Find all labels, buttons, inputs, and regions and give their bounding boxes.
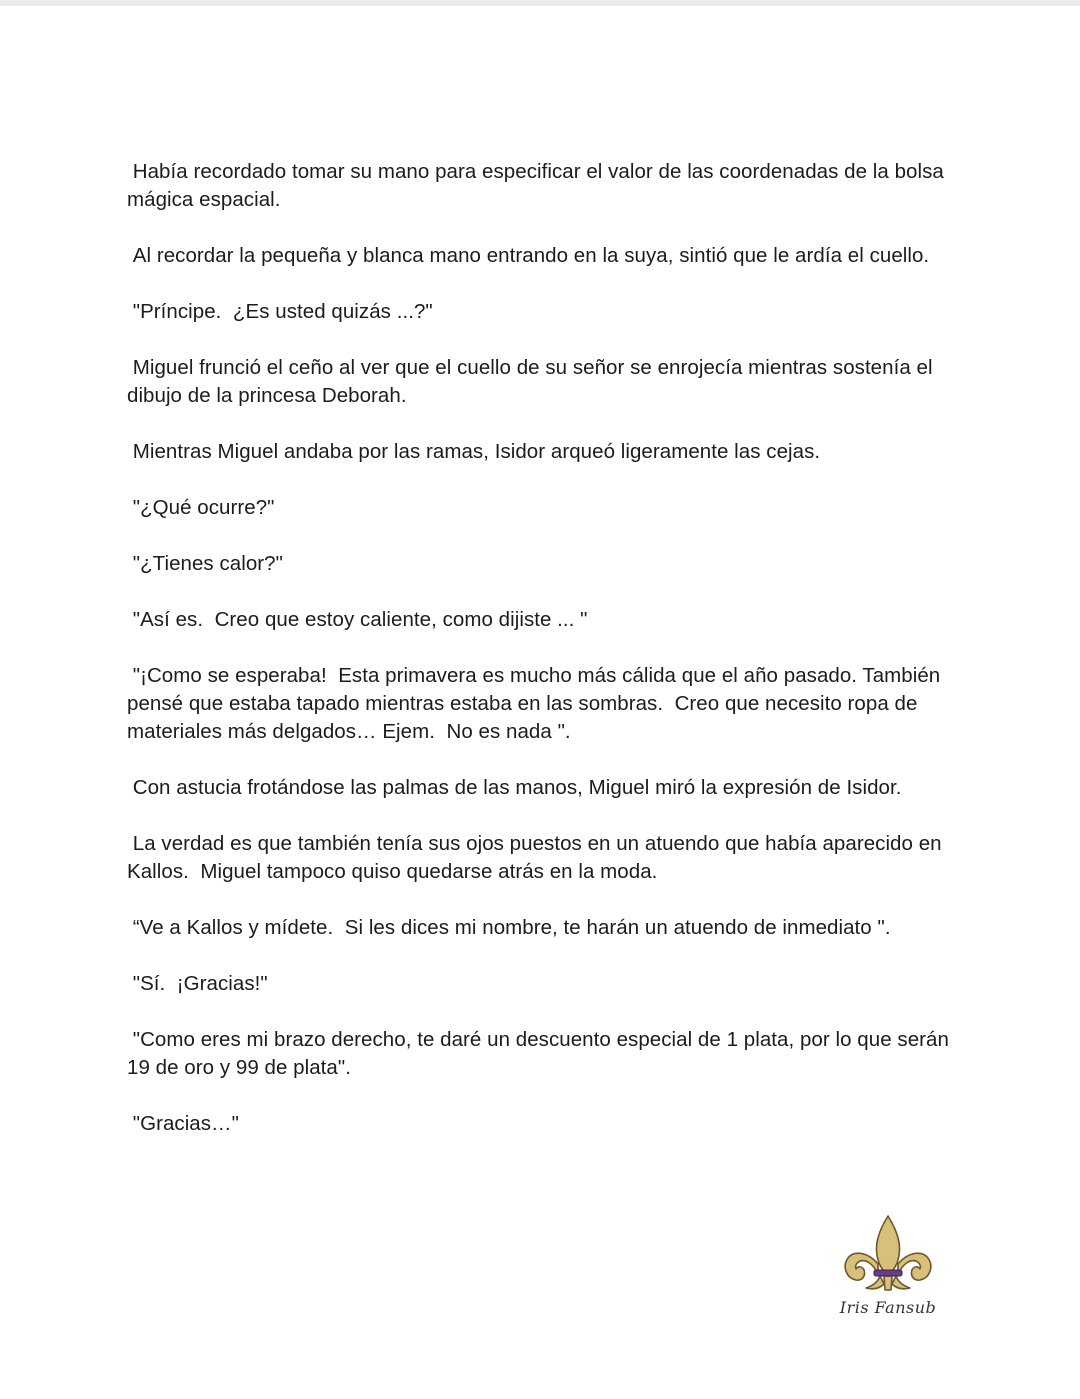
paragraph: "Como eres mi brazo derecho, te daré un descuento especial de 1 plata, por lo que serán 19 de oro y 99 de plata". — [127, 1028, 955, 1079]
paragraph: "Gracias…" — [127, 1112, 239, 1135]
document-body — [127, 158, 967, 1166]
paragraph: "¡Como se esperaba! Esta primavera es mucho más cálida que el año pasado. También pensé que estaba tapado mientras estaba en las sombras. Creo que necesito ropa de materiales más delgados… Ejem. No es nada ". — [127, 664, 947, 743]
fleur-de-lis-icon — [838, 1212, 938, 1298]
paragraph: "Sí. ¡Gracias!" — [127, 972, 268, 995]
paragraph: Al recordar la pequeña y blanca mano entrando en la suya, sintió que le ardía el cuello. — [127, 244, 930, 267]
paragraph: “Ve a Kallos y mídete. Si les dices mi nombre, te harán un atuendo de inmediato ". — [127, 916, 891, 939]
paragraph: "¿Tienes calor?" — [127, 552, 283, 575]
paragraph: Con astucia frotándose las palmas de las manos, Miguel miró la expresión de Isidor. — [127, 776, 902, 799]
paragraph: La verdad es que también tenía sus ojos puestos en un atuendo que había aparecido en Kallos. Miguel tampoco quiso quedarse atrás en la moda. — [127, 832, 948, 883]
paragraph: Había recordado tomar su mano para especificar el valor de las coordenadas de la bolsa mágica espacial. — [127, 160, 950, 211]
paragraph: Mientras Miguel andaba por las ramas, Isidor arqueó ligeramente las cejas. — [127, 440, 821, 463]
paragraph: "¿Qué ocurre?" — [127, 496, 275, 519]
iris-fansub-logo — [838, 1212, 938, 1324]
paragraph: "Príncipe. ¿Es usted quizás ...?" — [127, 300, 433, 323]
logo-text: Iris Fansub — [839, 1298, 937, 1317]
paragraph: Miguel frunció el ceño al ver que el cuello de su señor se enrojecía mientras sostenía el dibujo de la princesa Deborah. — [127, 356, 939, 407]
top-edge-strip — [0, 0, 1080, 6]
paragraph: "Así es. Creo que estoy caliente, como dijiste ... " — [127, 608, 588, 631]
